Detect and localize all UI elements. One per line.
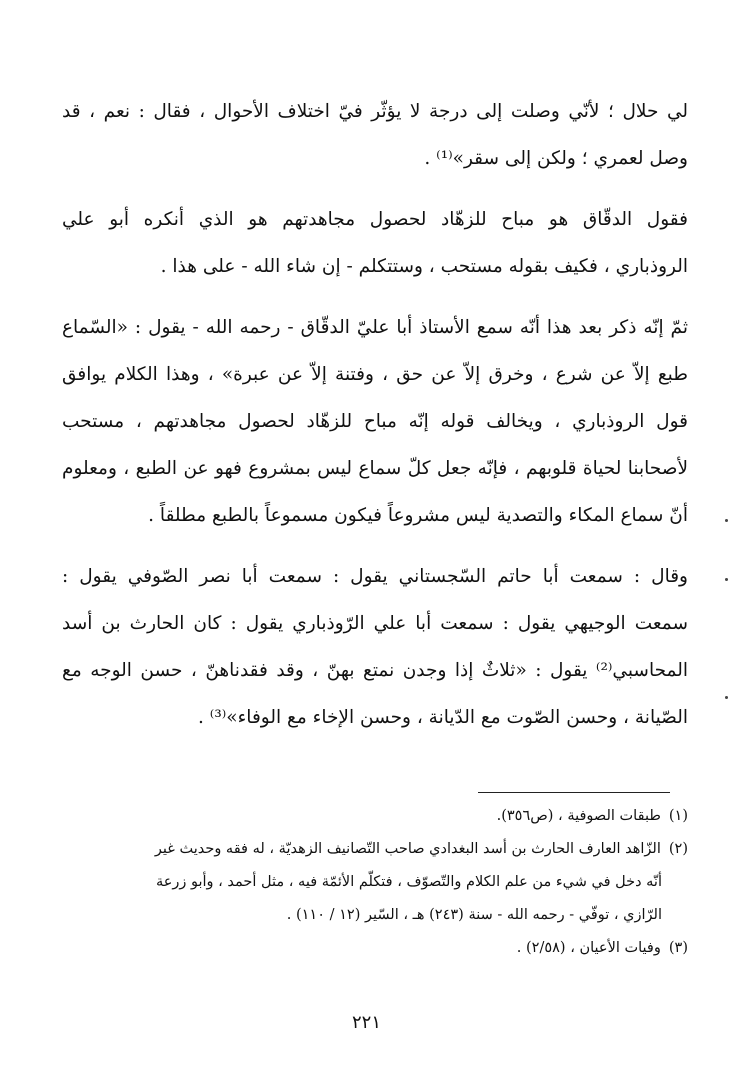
footnote-2 [62,833,688,932]
text-line: لأصحابنا لحياة قلوبهم ، فإنّه جعل كلّ سماع ليس بمشروع فهو عن الطبع ، ومعلوم [62,458,688,479]
footnote-1 [62,800,688,833]
text-line: المحاسبي⁽²⁾ يقول : «ثلاثٌ إذا وجدن نمتع بهنّ ، وقد فقدناهنّ ، حسن الوجه مع [62,660,688,681]
footnote-text: وفيات الأعيان ، (٢/٥٨) . [516,940,661,956]
text-line: فقول الدقّاق هو مباح للزهّاد لحصول مجاهدتهم هو الذي أنكره أبو علي [62,209,688,230]
footnotes [62,800,688,965]
paragraph-4 [62,553,688,741]
text-line: الصّيانة ، وحسن الصّوت مع الدّيانة ، وحسن الإخاء مع الوفاء»⁽³⁾ . [198,707,688,728]
footnote-separator [478,792,670,793]
footnote-number: (٣) [668,940,688,956]
footnote-line [62,833,688,866]
text-line: قول الروذباري ، ويخالف قوله إنّه مباح للزهّاد لحصول مجاهدتهم ، مستحب [62,411,688,432]
main-text [62,88,688,741]
text-line: الروذباري ، فكيف بقوله مستحب ، وستتكلم - إن شاء الله - على هذا . [160,256,688,277]
footnote-text: طبقات الصوفية ، (ص٣٥٦). [496,808,661,824]
page-number: ٢٢١ [351,1012,381,1033]
text-line: لي حلال ؛ لأنّي وصلت إلى درجة لا يؤثّر فيّ اختلاف الأحوال ، فقال : نعم ، قد [62,101,688,122]
footnote-line [62,800,688,833]
text-line: وصل لعمري ؛ ولكن إلى سقر»⁽¹⁾ . [424,148,688,169]
paragraph-2 [62,196,688,290]
text-line: سمعت الوجيهي يقول : سمعت أبا علي الرّوذباري يقول : كان الحارث بن أسد [62,613,688,634]
text-line: ثمّ إنّه ذكر بعد هذا أنّه سمع الأستاذ أبا عليّ الدقّاق - رحمه الله - يقول : «السّماع [62,317,688,338]
paragraph-1 [62,88,688,182]
scan-speck [725,578,728,581]
footnote-line: الرّازي ، توفّي - رحمه الله - سنة (٢٤٣) هـ ، السّير (١٢ / ١١٠) . [286,907,662,923]
scan-speck [725,519,728,522]
footnote-text: الزّاهد العارف الحارث بن أسد البغدادي صاحب التّصانيف الزهديّة ، له فقه وحديث غير [154,841,661,857]
text-line: وقال : سمعت أبا حاتم السّجستاني يقول : سمعت أبا نصر الصّوفي يقول : [62,566,688,587]
footnote-line: أنّه دخل في شيء من علم الكلام والتّصوّف ، فتكلّم الأئمّة فيه ، مثل أحمد ، وأبو زرعة [155,874,662,890]
scan-speck [725,696,728,699]
paragraph-3 [62,304,688,539]
footnote-3 [62,932,688,965]
footnote-number: (٢) [668,841,688,857]
footnote-line [62,932,688,965]
footnote-number: (١) [668,808,688,824]
text-line: طبع إلاّ عن شرع ، وخرق إلاّ عن حق ، وفتنة إلاّ عن عبرة» ، وهذا الكلام يوافق [62,364,688,385]
text-line: أنّ سماع المكاء والتصدية ليس مشروعاً فيكون مسموعاً بالطبع مطلقاً . [148,505,688,526]
